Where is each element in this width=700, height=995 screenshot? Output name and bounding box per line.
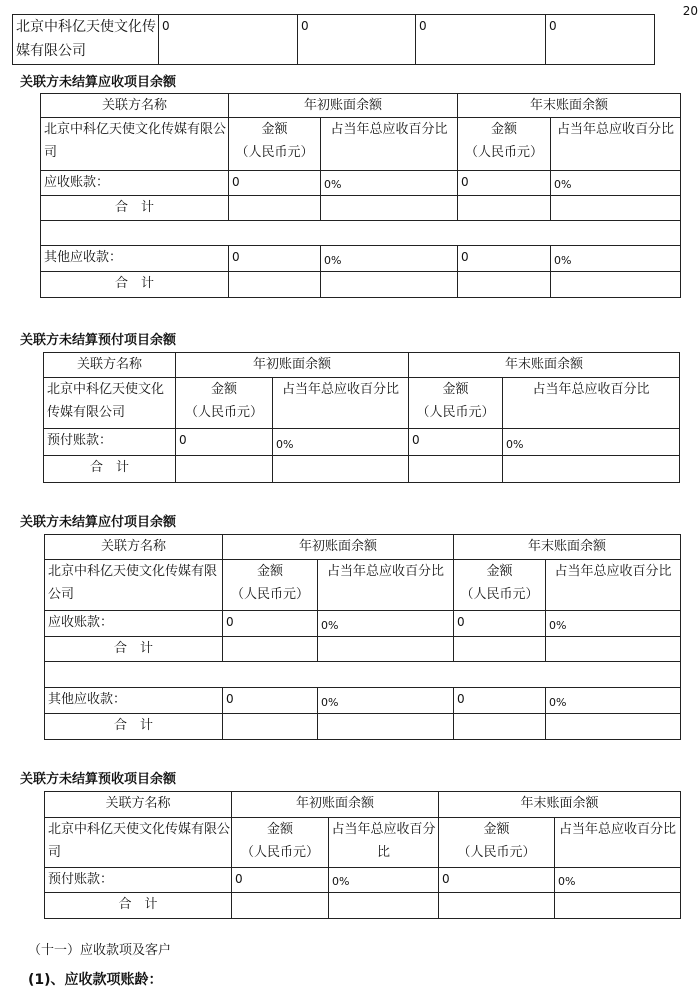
header-amount	[439, 818, 555, 868]
empty-cell	[409, 456, 503, 483]
empty-cell	[503, 456, 680, 483]
amount-label: 金额	[266, 822, 293, 837]
header-end-balance: 年末账面余额	[439, 792, 681, 818]
header-amount	[229, 118, 321, 171]
amount-label: 金额	[442, 382, 469, 397]
value-cell: 0	[454, 688, 546, 714]
total-label: 合 计	[45, 637, 223, 662]
header-company: 北京中科亿天使文化传媒有限公司	[41, 118, 229, 171]
empty-cell	[454, 714, 546, 740]
value-cell: 0	[454, 611, 546, 637]
row-label: 预付账款：	[44, 429, 176, 456]
value-cell: 0	[229, 171, 321, 196]
percent-cell: 0%	[318, 611, 454, 637]
empty-cell	[176, 456, 273, 483]
value-cell: 0	[223, 611, 318, 637]
top-value-cell: 0	[416, 15, 546, 65]
header-begin-balance: 年初账面余额	[229, 94, 458, 118]
header-percent: 占当年总应收百分比	[273, 378, 409, 429]
advance-receipt-table	[44, 791, 681, 919]
header-amount	[409, 378, 503, 429]
header-percent: 占当年总应收百分比	[551, 118, 681, 171]
amount-label: 金额	[256, 564, 283, 579]
header-percent: 占当年总应收百分比	[555, 818, 681, 868]
total-label: 合 计	[41, 272, 229, 298]
header-company: 北京中科亿天使文化传媒有限公司	[45, 560, 223, 611]
header-begin-balance: 年初账面余额	[232, 792, 439, 818]
total-label: 合 计	[45, 893, 232, 919]
header-percent: 占当年总应收百分比	[318, 560, 454, 611]
header-begin-balance: 年初账面余额	[176, 353, 409, 378]
header-amount	[223, 560, 318, 611]
empty-cell	[555, 893, 681, 919]
empty-cell	[546, 714, 681, 740]
receivable-table	[40, 93, 681, 298]
prepayment-table	[43, 352, 680, 483]
sub-heading: (1)、应收款项账龄：	[28, 972, 163, 988]
empty-cell	[551, 196, 681, 221]
total-label: 合 计	[44, 456, 176, 483]
amount-label: 金额	[261, 122, 288, 137]
header-party: 关联方名称	[45, 792, 232, 818]
rmb-label: （人民币元）	[235, 145, 314, 160]
payable-table	[44, 534, 681, 740]
rmb-label: （人民币元）	[240, 845, 319, 860]
empty-cell	[458, 196, 551, 221]
empty-cell	[458, 272, 551, 298]
rmb-label: （人民币元）	[465, 145, 544, 160]
header-amount	[176, 378, 273, 429]
row-label: 其他应收款：	[41, 246, 229, 272]
empty-cell	[229, 272, 321, 298]
value-cell: 0	[232, 868, 329, 893]
percent-cell: 0%	[546, 611, 681, 637]
header-begin-balance: 年初账面余额	[223, 535, 454, 560]
value-cell: 0	[439, 868, 555, 893]
value-cell: 0	[176, 429, 273, 456]
percent-cell: 0%	[555, 868, 681, 893]
header-amount	[458, 118, 551, 171]
value-cell: 0	[223, 688, 318, 714]
section-title: 关联方未结算应收项目余额	[20, 75, 177, 90]
empty-cell	[551, 272, 681, 298]
rmb-label: （人民币元）	[230, 587, 309, 602]
top-value-cell: 0	[546, 15, 655, 65]
percent-cell: 0%	[273, 429, 409, 456]
amount-label: 金额	[210, 382, 237, 397]
header-end-balance: 年末账面余额	[458, 94, 681, 118]
percent-cell: 0%	[503, 429, 680, 456]
value-cell: 0	[229, 246, 321, 272]
section-title: 关联方未结算预收项目余额	[20, 772, 177, 787]
total-label: 合 计	[41, 196, 229, 221]
spacer-row	[41, 221, 681, 246]
empty-cell	[232, 893, 329, 919]
header-percent: 占当年总应收百分比	[321, 118, 458, 171]
empty-cell	[318, 714, 454, 740]
row-label: 应收账款：	[45, 611, 223, 637]
header-party: 关联方名称	[44, 353, 176, 378]
header-end-balance: 年末账面余额	[409, 353, 680, 378]
empty-cell	[229, 196, 321, 221]
header-percent: 占当年总应收百分比	[329, 818, 439, 868]
amount-label: 金额	[483, 822, 510, 837]
empty-cell	[273, 456, 409, 483]
row-label: 应收账款：	[41, 171, 229, 196]
header-company: 北京中科亿天使文化传媒有限公司	[45, 818, 232, 868]
percent-cell: 0%	[321, 171, 458, 196]
header-end-balance: 年末账面余额	[454, 535, 681, 560]
header-percent: 占当年总应收百分比	[546, 560, 681, 611]
top-value-cell: 0	[298, 15, 416, 65]
header-party: 关联方名称	[45, 535, 223, 560]
value-cell: 0	[458, 246, 551, 272]
value-cell: 0	[409, 429, 503, 456]
rmb-label: （人民币元）	[184, 405, 263, 420]
section-title: 关联方未结算应付项目余额	[20, 515, 177, 530]
rmb-label: （人民币元）	[460, 587, 539, 602]
percent-cell: 0%	[329, 868, 439, 893]
empty-cell	[321, 196, 458, 221]
empty-cell	[439, 893, 555, 919]
row-label: 其他应收款：	[45, 688, 223, 714]
header-amount	[454, 560, 546, 611]
rmb-label: （人民币元）	[457, 845, 536, 860]
percent-cell: 0%	[546, 688, 681, 714]
row-label: 预付账款：	[45, 868, 232, 893]
top-continuation-table	[12, 14, 655, 65]
header-percent: 占当年总应收百分比	[503, 378, 680, 429]
note-line: （十一）应收款项及客户	[28, 943, 172, 958]
percent-cell: 0%	[551, 246, 681, 272]
empty-cell	[321, 272, 458, 298]
top-value-cell: 0	[159, 15, 298, 65]
empty-cell	[318, 637, 454, 662]
value-cell: 0	[458, 171, 551, 196]
amount-label: 金额	[486, 564, 513, 579]
header-amount	[232, 818, 329, 868]
section-title: 关联方未结算预付项目余额	[20, 333, 177, 348]
empty-cell	[223, 714, 318, 740]
empty-cell	[223, 637, 318, 662]
total-label: 合 计	[45, 714, 223, 740]
amount-label: 金额	[491, 122, 518, 137]
header-company: 北京中科亿天使文化传媒有限公司	[44, 378, 176, 429]
percent-cell: 0%	[321, 246, 458, 272]
header-party: 关联方名称	[41, 94, 229, 118]
percent-cell: 0%	[551, 171, 681, 196]
rmb-label: （人民币元）	[416, 405, 495, 420]
top-company-cell: 北京中科亿天使文化传媒有限公司	[13, 15, 159, 65]
empty-cell	[454, 637, 546, 662]
empty-cell	[329, 893, 439, 919]
spacer-row	[45, 662, 681, 688]
empty-cell	[546, 637, 681, 662]
page-number: 20	[682, 4, 698, 18]
percent-cell: 0%	[318, 688, 454, 714]
